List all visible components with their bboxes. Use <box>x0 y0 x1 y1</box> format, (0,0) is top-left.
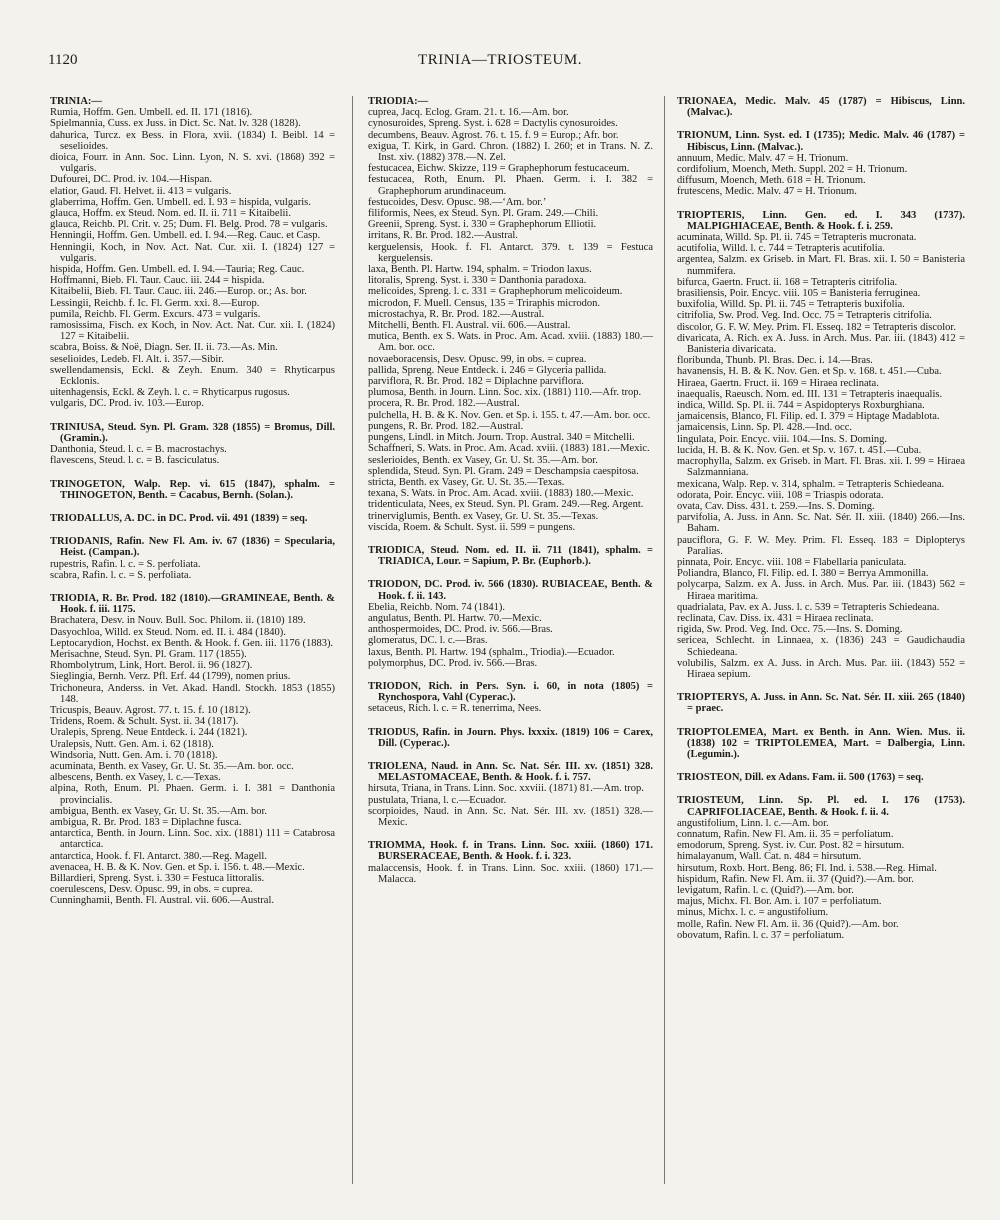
entry-line: discolor, G. F. W. Mey. Prim. Fl. Esseq. 182 = Tetrapteris discolor. <box>677 321 956 333</box>
entry-line: lucida, H. B. & K. Nov. Gen. et Sp. v. 167. t. 451.—Cuba. <box>677 444 922 456</box>
entry-line: levigatum, Rafin. l. c. (Quid?).—Am. bor. <box>677 885 854 896</box>
entry-line: Hoffmanni, Bieb. Fl. Taur. Cauc. iii. 244 = hispida. <box>50 275 265 287</box>
entry-line: cuprea, Jacq. Eclog. Gram. 21. t. 16.—Am. bor. <box>368 107 569 119</box>
entry-line: jamaicensis, Linn. Sp. Pl. 428.—Ind. occ. <box>677 422 852 434</box>
entry-line: alpina, Roth, Enum. Pl. Phaen. Germ. i. I. 381 = Danthonia provincialis. <box>50 783 335 806</box>
middle-column <box>368 96 653 897</box>
entry-line: Billardieri, Spreng. Syst. i. 330 = Festuca littoralis. <box>50 873 265 884</box>
entry-line: pulchella, H. B. & K. Nov. Gen. et Sp. i. 155. t. 47.—Am. bor. occ. <box>368 409 651 421</box>
entry-line: ambigua, R. Br. Prod. 183 = Diplachne fusca. <box>50 816 242 828</box>
entry-line: viscida, Roem. & Schult. Syst. ii. 599 = pungens. <box>368 521 576 533</box>
entry-line: Henningii, Hoffm. Gen. Umbell. ed. I. 94.—Reg. Cauc. et Casp. <box>50 230 321 242</box>
genus-entry <box>368 727 653 749</box>
entry-line: ambigua, Benth. ex Vasey, Gr. U. St. 35.—Am. bor. <box>50 805 267 817</box>
entry-line: Rhombolytrum, Link, Hort. Berol. ii. 96 (1827). <box>50 660 253 672</box>
entry-line: Uralepsis, Nutt. Gen. Am. i. 62 (1818). <box>50 738 214 750</box>
entry-line: dahurica, Turcz. ex Bess. in Flora, xvii. (1834) I. Beibl. 14 = seselioides. <box>50 129 335 152</box>
entry-line: glauca, Reichb. Pl. Crit. v. 25; Dum. Fl. Belg. Prod. 78 = vulgaris. <box>50 219 328 231</box>
entry-line: divaricata, A. Rich. ex A. Juss. in Arch. Mus. Par. iii. (1843) 412 = Banisteria divaricata. <box>677 332 965 356</box>
column-rule <box>352 96 353 1184</box>
entry-line: rigida, Sw. Prod. Veg. Ind. Occ. 75.—Ins. S. Doming. <box>677 624 903 636</box>
entry-line: Tricuspis, Beauv. Agrost. 77. t. 15. f. 10 (1812). <box>50 704 251 716</box>
entry-line: microdon, F. Muell. Census, 135 = Triraphis microdon. <box>368 297 600 309</box>
entry-line: minus, Michx. l. c. = angustifolium. <box>677 907 829 919</box>
entry-line: pungens, Lindl. in Mitch. Journ. Trop. Austral. 340 = Mitchelli. <box>368 432 635 444</box>
entry-line: mutica, Benth. ex S. Wats. in Proc. Am. Acad. xviii. (1883) 180.—Am. bor. occ. <box>368 331 653 354</box>
entry-line: seslerioides, Benth. ex Vasey, Gr. U. St. 35.—Am. bor. <box>368 454 598 466</box>
entry-line: melicoides, Spreng. l. c. 331 = Graphephorum melicoideum. <box>368 286 623 298</box>
entry-line: angustifolium, Linn. l. c.—Am. bor. <box>677 817 829 829</box>
entry-line: odorata, Poir. Encyc. viii. 108 = Triaspis odorata. <box>677 489 884 501</box>
left-column <box>50 96 335 919</box>
entry-line: buxifolia, Willd. Sp. Pl. ii. 745 = Tetrapteris buxifolia. <box>677 299 905 311</box>
entry-line: diffusum, Moench, Meth. 618 = H. Trionum. <box>677 175 866 187</box>
entry-line: pallida, Spreng. Neue Entdeck. i. 246 = Glyceria pallida. <box>368 364 607 376</box>
entry-line: emodorum, Spreng. Syst. iv. Cur. Post. 82 = hirsutum. <box>677 840 905 852</box>
entry-line: polymorphus, DC. Prod. iv. 566.—Bras. <box>368 657 538 669</box>
entry-heading: TRIODIA:— <box>368 96 429 107</box>
entry-line: glaberrima, Hoffm. Gen. Umbell. ed. I. 93 = hispida, vulgaris. <box>50 196 311 208</box>
entry-line: filiformis, Nees, ex Steud. Syn. Pl. Gram. 249.—Chili. <box>368 208 599 220</box>
entry-line: Dufourei, DC. Prod. iv. 104.—Hispan. <box>50 174 213 186</box>
entry-line: tridenticulata, Nees, ex Steud. Syn. Pl. Gram. 249.—Reg. Argent. <box>368 499 644 511</box>
entry-line: Ebelia, Reichb. Nom. 74 (1841). <box>368 601 506 613</box>
genus-entry <box>677 130 965 197</box>
entry-line: Poliandra, Blanco, Fl. Filip. ed. I. 380 = Berrya Ammonilla. <box>677 568 929 580</box>
entry-line: ovata, Cav. Diss. 431. t. 259.—Ins. S. Doming. <box>677 500 875 512</box>
entry-line: Brachatera, Desv. in Nouv. Bull. Soc. Philom. ii. (1810) 189. <box>50 615 306 627</box>
entry-line: laxus, Benth. Pl. Hartw. 194 (sphalm., Triodia).—Ecuador. <box>368 646 615 658</box>
entry-line: malaccensis, Hook. f. in Trans. Linn. Soc. xxiii. (1860) 171.—Malacca. <box>368 862 653 885</box>
entry-line: Lessingii, Reichb. f. Ic. Fl. Germ. xxi. 8.—Europ. <box>50 297 260 309</box>
entry-line: Uralepis, Spreng. Neue Entdeck. i. 244 (1821). <box>50 727 248 739</box>
entry-line: angulatus, Benth. Pl. Hartw. 70.—Mexic. <box>368 612 542 624</box>
entry-line: exigua, T. Kirk, in Gard. Chron. (1882) I. 260; et in Trans. N. Z. Inst. xiv. (1882) 378.—N. Zel. <box>368 140 653 164</box>
genus-entry <box>677 727 965 761</box>
entry-line: pauciflora, G. F. W. Mey. Prim. Fl. Esseq. 183 = Diplopterys Paralias. <box>677 534 965 557</box>
entry-line: decumbens, Beauv. Agrost. 76. t. 15. f. 9 = Europ.; Afr. bor. <box>368 129 619 141</box>
entry-line: majus, Michx. Fl. Bor. Am. i. 107 = perfoliatum. <box>677 896 882 908</box>
entry-line: plumosa, Benth. in Journ. Linn. Soc. xix. (1881) 110.—Afr. trop. <box>368 387 642 399</box>
entry-line: Mitchelli, Benth. Fl. Austral. vii. 606.—Austral. <box>368 320 571 332</box>
genus-entry <box>50 96 335 410</box>
entry-heading: TRIOPTERIS, Linn. Gen. ed. I. 343 (1737). MALPIGHIACEAE, Benth. & Hook. f. i. 259. <box>677 209 965 232</box>
entry-line: Dasyochloa, Willd. ex Steud. Nom. ed. II. i. 484 (1840). <box>50 626 286 638</box>
entry-line: irritans, R. Br. Prod. 182.—Austral. <box>368 230 518 242</box>
entry-line: laxa, Benth. Pl. Hartw. 194, sphalm. = Triodon laxus. <box>368 264 592 276</box>
genus-entry <box>677 772 965 783</box>
genus-entry <box>50 479 335 501</box>
entry-line: volubilis, Salzm. ex A. Juss. in Arch. Mus. Par. iii. (1843) 552 = Hiraea sepium. <box>677 657 965 680</box>
entry-line: frutescens, Medic. Malv. 47 = H. Trionum. <box>677 186 857 198</box>
entry-line: reclinata, Cav. Diss. ix. 431 = Hiraea reclinata. <box>677 612 874 624</box>
entry-line: Hiraea, Gaertn. Fruct. ii. 169 = Hiraea reclinata. <box>677 377 879 389</box>
entry-line: Trichoneura, Anderss. in Vet. Akad. Handl. Stockh. 1853 (1855) 148. <box>50 682 335 705</box>
entry-line: Leptocarydion, Hochst. ex Benth. & Hook. f. Gen. iii. 1176 (1883). <box>50 637 334 649</box>
entry-line: parviflora, R. Br. Prod. 182 = Diplachne parviflora. <box>368 376 584 388</box>
column-rule <box>664 96 665 1184</box>
entry-line: procera, R. Br. Prod. 182.—Austral. <box>368 398 520 410</box>
entry-line: argentea, Salzm. ex Griseb. in Mart. Fl. Bras. xii. I. 50 = Banisteria nummifera. <box>677 254 965 277</box>
entry-line: litoralis, Spreng. Syst. i. 330 = Danthonia paradoxa. <box>368 275 587 287</box>
entry-line: avenacea, H. B. & K. Nov. Gen. et Sp. i. 156. t. 48.—Mexic. <box>50 861 305 873</box>
genus-entry <box>50 422 335 467</box>
genus-entry <box>50 593 335 907</box>
entry-line: citrifolia, Sw. Prod. Veg. Ind. Occ. 75 = Tetrapteris citrifolia. <box>677 310 932 322</box>
genus-entry <box>677 692 965 714</box>
entry-line: ramosissima, Fisch. ex Koch, in Nov. Act. Nat. Cur. xii. I. (1824) 127 = Kitaibelii. <box>50 320 335 343</box>
entry-line: Henningii, Koch, in Nov. Act. Nat. Cur. xii. I. (1824) 127 = vulgaris. <box>50 241 335 264</box>
entry-line: scorpioides, Naud. in Ann. Sc. Nat. Sér. III. xv. (1851) 328.—Mexic. <box>368 805 653 828</box>
entry-line: molle, Rafin. New Fl. Am. ii. 36 (Quid?).—Am. bor. <box>677 918 899 930</box>
running-title: TRINIA—TRIOSTEUM. <box>418 52 582 68</box>
entry-line: pinnata, Poir. Encyc. viii. 108 = Flabellaria paniculata. <box>677 556 907 568</box>
entry-line: pumila, Reichb. Fl. Germ. Excurs. 473 = vulgaris. <box>50 308 261 320</box>
entry-line: acutifolia, Willd. l. c. 744 = Tetrapteris acutifolia. <box>677 243 885 255</box>
genus-entry <box>677 210 965 681</box>
entry-line: splendida, Steud. Syn. Pl. Gram. 249 = Deschampsia caespitosa. <box>368 465 639 477</box>
entry-line: pustulata, Triana, l. c.—Ecuador. <box>368 794 507 806</box>
entry-line: jamaicensis, Blanco, Fl. Filip. ed. I. 379 = Hiptage Madablota. <box>677 411 940 423</box>
entry-line: kerguelensis, Hook. f. Fl. Antarct. 379. t. 139 = Festuca kerguelensis. <box>368 241 653 264</box>
genus-entry <box>677 96 965 118</box>
entry-line: connatum, Rafin. New Fl. Am. ii. 35 = perfoliatum. <box>677 828 894 840</box>
entry-line: Kitaibelii, Bieb. Fl. Taur. Cauc. iii. 246.—Europ. or.; As. bor. <box>50 286 307 298</box>
entry-line: mexicana, Walp. Rep. v. 314, sphalm. = Tetrapteris Schiedeana. <box>677 478 945 490</box>
entry-line: texana, S. Wats. in Proc. Am. Acad. xviii. (1883) 180.—Mexic. <box>368 488 634 500</box>
entry-line: hispida, Hoffm. Gen. Umbell. ed. I. 94.—Tauria; Reg. Cauc. <box>50 264 305 276</box>
entry-line: scabra, Boiss. & Noë, Diagn. Ser. II. ii. 73.—As. Min. <box>50 342 278 354</box>
entry-heading: TRIODON, DC. Prod. iv. 566 (1830). RUBIACEAE, Benth. & Hook. f. ii. 143. <box>368 579 653 602</box>
entry-line: uitenhagensis, Eckl. & Zeyh. l. c. = Rhyticarpus rugosus. <box>50 387 290 399</box>
entry-line: macrophylla, Salzm. ex Griseb. in Mart. Fl. Bras. xii. I. 99 = Hiraea Salzmanniana. <box>677 456 965 479</box>
genus-entry <box>368 761 653 828</box>
genus-entry <box>368 681 653 715</box>
entry-line: flavescens, Steud. l. c. = B. fasciculatus. <box>50 455 220 467</box>
entry-line: havanensis, H. B. & K. Nov. Gen. et Sp. v. 168. t. 451.—Cuba. <box>677 366 942 378</box>
entry-line: microstachya, R. Br. Prod. 182.—Austral. <box>368 308 545 320</box>
entry-line: elatior, Gaud. Fl. Helvet. ii. 413 = vulgaris. <box>50 185 232 197</box>
entry-line: cordifolium, Moench, Meth. Suppl. 202 = H. Trionum. <box>677 164 908 176</box>
entry-heading: TRINIUSA, Steud. Syn. Pl. Gram. 328 (1855) = Bromus, Dill. (Gramin.). <box>50 421 335 444</box>
entry-line: seselioides, Ledeb. Fl. Alt. i. 357.—Sibir. <box>50 353 224 365</box>
entry-line: acuminata, Willd. Sp. Pl. ii. 745 = Tetrapteris mucronata. <box>677 232 917 244</box>
entry-line: pungens, R. Br. Prod. 182.—Austral. <box>368 420 524 432</box>
entry-line: bifurca, Gaertn. Fruct. ii. 168 = Tetrapteris citrifolia. <box>677 276 898 288</box>
entry-line: inaequalis, Raeusch. Nom. ed. III. 131 = Tetrapteris inaequalis. <box>677 388 943 400</box>
entry-heading: TRIONAEA, Medic. Malv. 45 (1787) = Hibiscus, Linn. (Malvac.). <box>677 96 965 119</box>
entry-line: annuum, Medic. Malv. 47 = H. Trionum. <box>677 152 849 164</box>
entry-line: Merisachne, Steud. Syn. Pl. Gram. 117 (1855). <box>50 648 247 660</box>
entry-line: Tridens, Roem. & Schult. Syst. ii. 34 (1817). <box>50 716 239 728</box>
entry-line: glauca, Hoffm. ex Steud. Nom. ed. II. ii. 711 = Kitaibelii. <box>50 208 291 220</box>
entry-line: setaceus, Rich. l. c. = R. tenerrima, Nees. <box>368 703 542 715</box>
entry-line: scabra, Rafin. l. c. = S. perfoliata. <box>50 569 192 581</box>
entry-heading: TRINOGETON, Walp. Rep. vi. 615 (1847), sphalm. = THINOGETON, Benth. = Cacabus, Bernh. (Solan.). <box>50 478 335 501</box>
entry-line: quadrialata, Pav. ex A. Juss. l. c. 539 = Tetrapteris Schiedeana. <box>677 601 940 613</box>
entry-line: glomeratus, DC. l. c.—Bras. <box>368 635 488 647</box>
entry-line: dioica, Fourr. in Ann. Soc. Linn. Lyon, N. S. xvi. (1868) 392 = vulgaris. <box>50 152 335 175</box>
entry-heading: TRIODANIS, Rafin. New Fl. Am. iv. 67 (1836) = Specularia, Heist. (Campan.). <box>50 536 335 559</box>
entry-line: festucoides, Desv. Opusc. 98.—‘Am. bor.’ <box>368 196 547 208</box>
entry-line: Rumia, Hoffm. Gen. Umbell. ed. II. 171 (1816). <box>50 107 253 119</box>
entry-line: polycarpa, Salzm. ex A. Juss. in Arch. Mus. Par. iii. (1843) 562 = Hiraea maritima. <box>677 579 965 602</box>
entry-line: novaeboracensis, Desv. Opusc. 99, in obs. = cuprea. <box>368 353 587 365</box>
entry-line: brasiliensis, Poir. Encyc. viii. 105 = Banisteria ferruginea. <box>677 288 921 300</box>
entry-line: swellendamensis, Eckl. & Zeyh. Enum. 340 = Rhyticarpus Ecklonis. <box>50 364 335 388</box>
entry-line: albescens, Benth. ex Vasey, l. c.—Texas. <box>50 772 221 784</box>
entry-line: hispidum, Rafin. New Fl. Am. ii. 37 (Quid?).—Am. bor. <box>677 873 914 885</box>
genus-entry <box>368 579 653 669</box>
entry-heading: TRIOPTOLEMEA, Mart. ex Benth. in Ann. Wien. Mus. ii. (1838) 102 = TRIPTOLEMEA, Mart. = Dalbergia, Linn. (Legumin.). <box>677 726 965 760</box>
entry-line: Cunninghamii, Benth. Fl. Austral. vii. 606.—Austral. <box>50 895 274 907</box>
entry-line: rupestris, Rafin. l. c. = S. perfoliata. <box>50 558 201 570</box>
entry-heading: TRIOPTERYS, A. Juss. in Ann. Sc. Nat. Sér. II. xiii. 265 (1840) = praec. <box>677 692 965 715</box>
entry-line: parvifolia, A. Juss. in Ann. Sc. Nat. Sér. II. xiii. (1840) 266.—Ins. Baham. <box>677 512 965 535</box>
entry-line: sericea, Schlecht. in Linnaea, x. (1836) 243 = Gaudichaudia Schiedeana. <box>677 635 965 658</box>
entry-line: Sieglingia, Bernh. Verz. Pfl. Erf. 44 (1799), nomen prius. <box>50 671 291 683</box>
entry-line: Spielmannia, Cuss. ex Juss. in Dict. Sc. Nat. lv. 328 (1828). <box>50 118 301 130</box>
entry-line: hirsuta, Triana, in Trans. Linn. Soc. xxviii. (1871) 81.—Am. trop. <box>368 783 644 795</box>
entry-heading: TRIOSTEON, Dill. ex Adans. Fam. ii. 500 (1763) = seq. <box>677 772 924 784</box>
genus-entry <box>677 795 965 941</box>
genus-entry <box>368 840 653 885</box>
entry-heading: TRIODUS, Rafin. in Journ. Phys. lxxxix. (1819) 106 = Carex, Dill. (Cyperac.). <box>368 726 653 749</box>
entry-line: vulgaris, DC. Prod. iv. 103.—Europ. <box>50 398 204 410</box>
entry-line: acuminata, Benth. ex Vasey, Gr. U. St. 35.—Am. bor. occ. <box>50 760 294 772</box>
right-column <box>677 96 965 953</box>
entry-heading: TRIOLENA, Naud. in Ann. Sc. Nat. Sér. III. xv. (1851) 328. MELASTOMACEAE, Benth. & Hook. f. i. 757. <box>368 760 653 784</box>
genus-entry <box>368 96 653 533</box>
genus-entry <box>368 545 653 567</box>
entry-line: himalayanum, Wall. Cat. n. 484 = hirsutum. <box>677 851 862 863</box>
genus-entry <box>50 536 335 581</box>
entry-line: coerulescens, Desv. Opusc. 99, in obs. = cuprea. <box>50 884 253 896</box>
entry-heading: TRIOSTEUM, Linn. Sp. Pl. ed. I. 176 (1753). CAPRIFOLIACEAE, Benth. & Hook. f. ii. 4. <box>677 795 965 818</box>
entry-line: antarctica, Benth. in Journ. Linn. Soc. xix. (1881) 111 = Catabrosa antarctica. <box>50 828 335 851</box>
page-number: 1120 <box>48 52 78 68</box>
entry-line: indica, Willd. Sp. Pl. ii. 744 = Aspidopterys Roxburghiana. <box>677 400 925 412</box>
entry-line: trinerviglumis, Benth. ex Vasey, Gr. U. St. 35.—Texas. <box>368 510 599 522</box>
entry-line: stricta, Benth. ex Vasey, Gr. U. St. 35.—Texas. <box>368 476 565 488</box>
entry-line: cynosuroides, Spreng. Syst. i. 628 = Dactylis cynosuroides. <box>368 118 618 130</box>
entry-line: floribunda, Thunb. Pl. Bras. Dec. i. 14.—Bras. <box>677 355 873 367</box>
entry-heading: TRIODON, Rich. in Pers. Syn. i. 60, in nota (1805) = Rynchospora, Vahl (Cyperac.). <box>368 680 653 704</box>
entry-line: festucacea, Eichw. Skizze, 119 = Graphephorum festucaceum. <box>368 163 630 175</box>
entry-line: festucacea, Roth, Enum. Pl. Phaen. Germ. i. I. 382 = Graphephorum arundinaceum. <box>368 174 653 197</box>
entry-heading: TRIOMMA, Hook. f. in Trans. Linn. Soc. xxiii. (1860) 171. BURSERACEAE, Benth. & Hook. f. i. 323. <box>368 840 653 863</box>
entry-line: Windsoria, Nutt. Gen. Am. i. 70 (1818). <box>50 749 218 761</box>
entry-heading: TRIODALLUS, A. DC. in DC. Prod. vii. 491 (1839) = seq. <box>50 512 308 524</box>
entry-heading: TRIONUM, Linn. Syst. ed. I (1735); Medic. Malv. 46 (1787) = Hibiscus, Linn. (Malvac.). <box>677 130 965 153</box>
entry-line: lingulata, Poir. Encyc. viii. 104.—Ins. S. Doming. <box>677 433 887 445</box>
genus-entry <box>50 513 335 524</box>
entry-line: anthospermoides, DC. Prod. iv. 566.—Bras. <box>368 624 553 636</box>
entry-heading: TRINIA:— <box>50 96 102 107</box>
entry-heading: TRIODICA, Steud. Nom. ed. II. ii. 711 (1841), sphalm. = TRIADICA, Lour. = Sapium, P. Br. (Euphorb.). <box>368 544 653 568</box>
entry-heading: TRIODIA, R. Br. Prod. 182 (1810).—GRAMINEAE, Benth. & Hook. f. iii. 1175. <box>50 592 335 616</box>
entry-line: Schaffneri, S. Wats. in Proc. Am. Acad. xviii. (1883) 181.—Mexic. <box>368 443 650 455</box>
entry-line: Greenii, Spreng. Syst. i. 330 = Graphephorum Elliotii. <box>368 219 597 231</box>
entry-line: hirsutum, Roxb. Hort. Beng. 86; Fl. Ind. i. 538.—Reg. Himal. <box>677 862 937 874</box>
entry-line: antarctica, Hook. f. Fl. Antarct. 380.—Reg. Magell. <box>50 850 267 862</box>
entry-line: Danthonia, Steud. l. c. = B. macrostachys. <box>50 444 227 456</box>
entry-line: obovatum, Rafin. l. c. 37 = perfoliatum. <box>677 929 845 941</box>
